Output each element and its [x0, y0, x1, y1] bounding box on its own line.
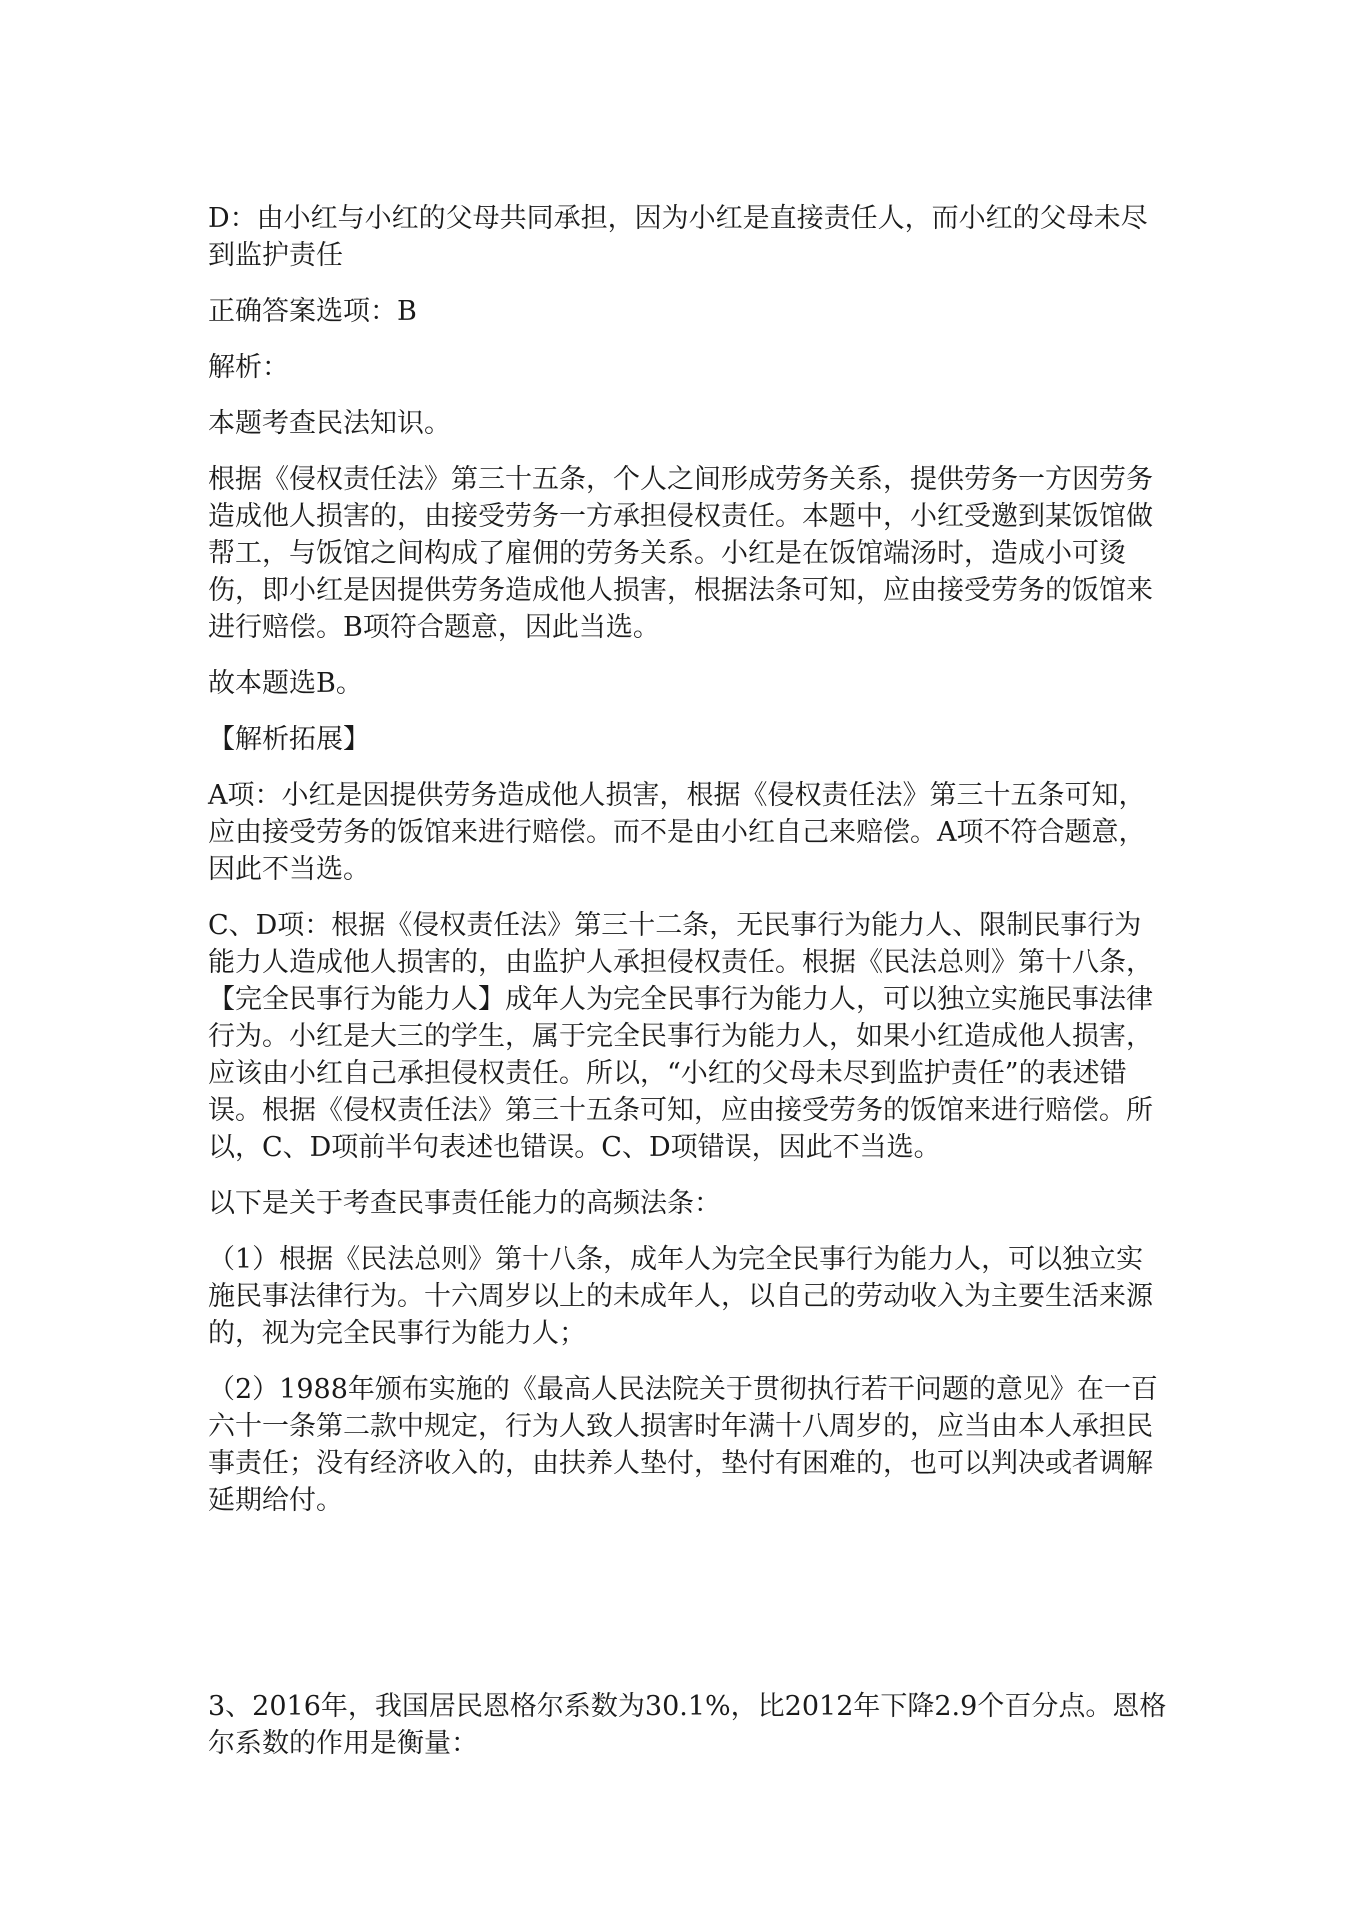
- item-cd-analysis: C、D项：根据《侵权责任法》第三十二条，无民事行为能力人、限制民事行为能力人造成他人损害的，由监护人承担侵权责任。根据《民法总则》第十八条，【完全民事行为能力人】成年人为完全民事行为能力人，可以独立实施民事法律行为。小红是大三的学生，属于完全民事行为能力人，如果小红造成他人损害，应该由小红自己承担侵权责任。所以，“小红的父母未尽到监护责任”的表述错误。根据《侵权责任法》第三十五条可知，应由接受劳务的饭馆来进行赔偿。所以，C、D项前半句表述也错误。C、D项错误，因此不当选。: [208, 910, 1153, 1163]
- law-item-2: （2）1988年颁布实施的《最高人民法院关于贯彻执行若干问题的意见》在一百六十一条第二款中规定，行为人致人损害时年满十八周岁的，应当由本人承担民事责任；没有经济收入的，由扶养人垫付，垫付有困难的，也可以判决或者调解延期给付。: [208, 1374, 1158, 1516]
- explanation-paragraph: 根据《侵权责任法》第三十五条，个人之间形成劳务关系，提供劳务一方因劳务造成他人损害的，由接受劳务一方承担侵权责任。本题中，小红受邀到某饭馆做帮工，与饭馆之间构成了雇佣的劳务关系。小红是在饭馆端汤时，造成小可烫伤，即小红是因提供劳务造成他人损害，根据法条可知，应由接受劳务的饭馆来进行赔偿。B项符合题意，因此当选。: [208, 464, 1153, 643]
- laws-intro: 以下是关于考查民事责任能力的高频法条：: [208, 1188, 721, 1219]
- question-3: 3、2016年，我国居民恩格尔系数为30.1%，比2012年下降2.9个百分点。恩格尔系数的作用是衡量：: [208, 1691, 1167, 1759]
- option-d-text: D：由小红与小红的父母共同承担，因为小红是直接责任人，而小红的父母未尽到监护责任: [208, 203, 1148, 271]
- conclusion: 故本题选B。: [208, 668, 363, 699]
- item-a-analysis: A项：小红是因提供劳务造成他人损害，根据《侵权责任法》第三十五条可知，应由接受劳务的饭馆来进行赔偿。而不是由小红自己来赔偿。A项不符合题意，因此不当选。: [208, 780, 1146, 885]
- analysis-heading: 解析：: [208, 352, 289, 383]
- law-item-1: （1）根据《民法总则》第十八条，成年人为完全民事行为能力人，可以独立实施民事法律行为。十六周岁以上的未成年人，以自己的劳动收入为主要生活来源的，视为完全民事行为能力人；: [208, 1244, 1153, 1349]
- topic-statement: 本题考查民法知识。: [208, 408, 451, 439]
- extension-heading: 【解析拓展】: [208, 724, 370, 755]
- correct-answer: 正确答案选项：B: [208, 296, 417, 327]
- section-gap: [208, 1538, 1168, 1688]
- document-body: [208, 200, 1168, 1781]
